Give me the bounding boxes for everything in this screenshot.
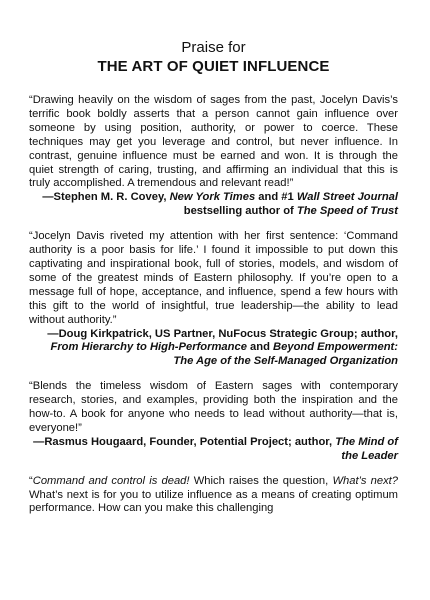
blurb-attribution-kirkpatrick: —Doug Kirkpatrick, US Partner, NuFocus Strategic Group; author, From Hierarchy to High-Performance and Beyond Empowerment: The Age of the Self-Managed Organization: [47, 327, 398, 368]
blurb-quote-partial: “Command and control is dead! Which raises the question, What’s next? What’s next is for you to utilize influence as a means of creating optimum performance. How can you make this challenging: [29, 474, 399, 515]
page-heading: [29, 38, 398, 76]
blurb-quote-covey: “Drawing heavily on the wisdom of sages from the past, Jocelyn Davis’s terrific book boldly asserts that a person cannot gain influence over someone by using position, authority, or power to coerce. These techniques may get you leverage and control, but never influence. In contrast, genuine influence must be earned and won. It is through the quiet strength of caring, trusting, and affirming an individual that this is truly accomplished. A tremendous and relevant read!”: [29, 94, 398, 190]
blurb-attribution-covey: —Stephen M. R. Covey, New York Times and #1 Wall Street Journal bestselling author of The Speed of Trust: [42, 191, 398, 218]
blurb-quote-kirkpatrick: “Jocelyn Davis riveted my attention with her first sentence: ‘Command authority is a poor basis for life.’ I found it impossible to put down this captivating and inspirational book, full of stories, models, and wisdom of some of the greatest minds of Eastern philosophy. If you’re open to a message full of hope, acceptance, and influence, spend a few hours with this gift to the world of insightful, true leadership—the ability to lead without authority.”: [29, 230, 398, 326]
heading-book-title: THE ART OF QUIET INFLUENCE: [97, 58, 330, 75]
blurb-quote-hougaard: “Blends the timeless wisdom of Eastern sages with contemporary research, stories, and examples, providing both the inspiration and the how-to. A book for anyone who needs to lead without authority—that is, everyone!”: [29, 380, 398, 434]
heading-praise-for: Praise for: [181, 39, 246, 56]
blurb-attribution-hougaard: —Rasmus Hougaard, Founder, Potential Project; author, The Mind of the Leader: [33, 435, 398, 462]
